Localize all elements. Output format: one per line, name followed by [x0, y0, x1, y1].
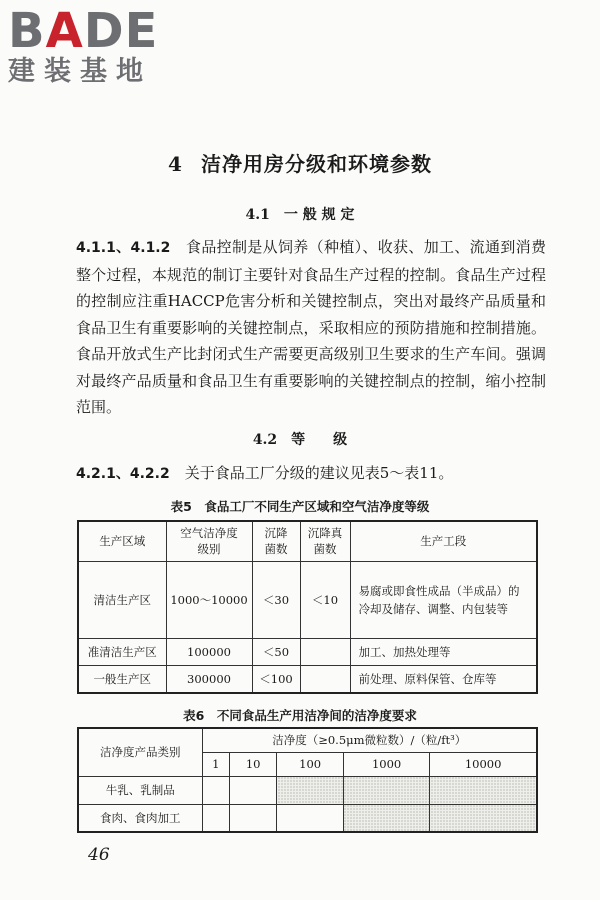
- header-cell: 生产区域: [78, 521, 166, 561]
- table-cell: 准清洁生产区: [78, 638, 166, 665]
- header-cell: 沉降菌数: [252, 521, 300, 561]
- table-cell: [277, 804, 344, 832]
- shaded-cell: [430, 804, 537, 832]
- table-cell: 前处理、原料保管、仓库等: [350, 665, 537, 693]
- chapter-number: 4: [168, 152, 183, 176]
- table-6: [77, 727, 538, 833]
- section-4-1-title: 4.1 一 般 规 定: [245, 207, 355, 223]
- level-cell: 1: [202, 752, 230, 776]
- shaded-cell: [430, 776, 537, 804]
- table-header-row: [78, 521, 537, 561]
- table-cell: [300, 638, 350, 665]
- table-cell: 食肉、食肉加工: [78, 804, 202, 832]
- page-number: 46: [88, 845, 110, 865]
- table-row: [78, 776, 537, 804]
- logo-wordmark: BADE: [8, 3, 159, 59]
- shaded-cell: [343, 776, 429, 804]
- table-5-caption: 表5 食品工厂不同生产区域和空气洁净度等级: [170, 499, 430, 514]
- table-cell: ＜50: [252, 638, 300, 665]
- table-cell: 加工、加热处理等: [350, 638, 537, 665]
- table-cell: 300000: [166, 665, 252, 693]
- table-cell: 1000～10000: [166, 561, 252, 638]
- paragraph-text: 食品控制是从饲养（种植）、收获、加工、流通到消费整个过程，本规范的制订主要针对食品生产过程的控制。食品生产过程的控制应注重HACCP危害分析和关键控制点，突出对最终产品质量和食品卫生有重要影响的关键控制点，采取相应的预防措施和控制措施。食品开放式生产比封闭式生产需要更高级别卫生要求的生产车间。强调对最终产品质量和食品卫生有重要影响的关键控制点的控制，缩小控制范围。: [76, 238, 546, 416]
- table-row: [78, 804, 537, 832]
- table-header-row: [78, 728, 537, 752]
- clause-number: 4.1.1、4.1.2: [76, 240, 171, 256]
- paragraph-4-2: [76, 460, 546, 488]
- header-cell: 沉降真菌数: [300, 521, 350, 561]
- table-cell: 易腐或即食性成品（半成品）的冷却及储存、调整、内包装等: [350, 561, 537, 638]
- table-row: [78, 665, 537, 693]
- paragraph-text: 关于食品工厂分级的建议见表5～表11。: [184, 464, 454, 482]
- table-cell: ＜30: [252, 561, 300, 638]
- level-cell: 10: [230, 752, 277, 776]
- chapter-title-text: 洁净用房分级和环境参数: [200, 152, 432, 176]
- table-cell: [202, 804, 230, 832]
- level-cell: 100: [277, 752, 344, 776]
- table-cell: [300, 665, 350, 693]
- header-cell: 空气洁净度级别: [166, 521, 252, 561]
- table-6-caption: 表6 不同食品生产用洁净间的洁净度要求: [183, 708, 417, 723]
- table-row: [78, 638, 537, 665]
- level-cell: 1000: [343, 752, 429, 776]
- section-4-2-title: 4.2 等 级: [252, 432, 348, 448]
- table-cell: [230, 804, 277, 832]
- table-cell: [202, 776, 230, 804]
- table-5: [77, 520, 538, 694]
- table-cell: 100000: [166, 638, 252, 665]
- table-cell: 牛乳、乳制品: [78, 776, 202, 804]
- table-cell: 清洁生产区: [78, 561, 166, 638]
- level-cell: 10000: [430, 752, 537, 776]
- shaded-cell: [343, 804, 429, 832]
- chapter-title: [0, 148, 600, 177]
- header-cell: 生产工段: [350, 521, 537, 561]
- table-cell: ＜100: [252, 665, 300, 693]
- table-cell: 一般生产区: [78, 665, 166, 693]
- paragraph-4-1: [76, 234, 546, 421]
- table-row: [78, 561, 537, 638]
- header-cell: 洁净度产品类别: [78, 728, 202, 776]
- logo-subtitle: 建装基地: [8, 56, 152, 87]
- table-cell: [230, 776, 277, 804]
- shaded-cell: [277, 776, 344, 804]
- bade-logo: [8, 3, 159, 88]
- header-cell: 洁净度（≥0.5μm微粒数）/（粒/ft³）: [202, 728, 537, 752]
- clause-number: 4.2.1、4.2.2: [76, 466, 170, 482]
- table-cell: ＜10: [300, 561, 350, 638]
